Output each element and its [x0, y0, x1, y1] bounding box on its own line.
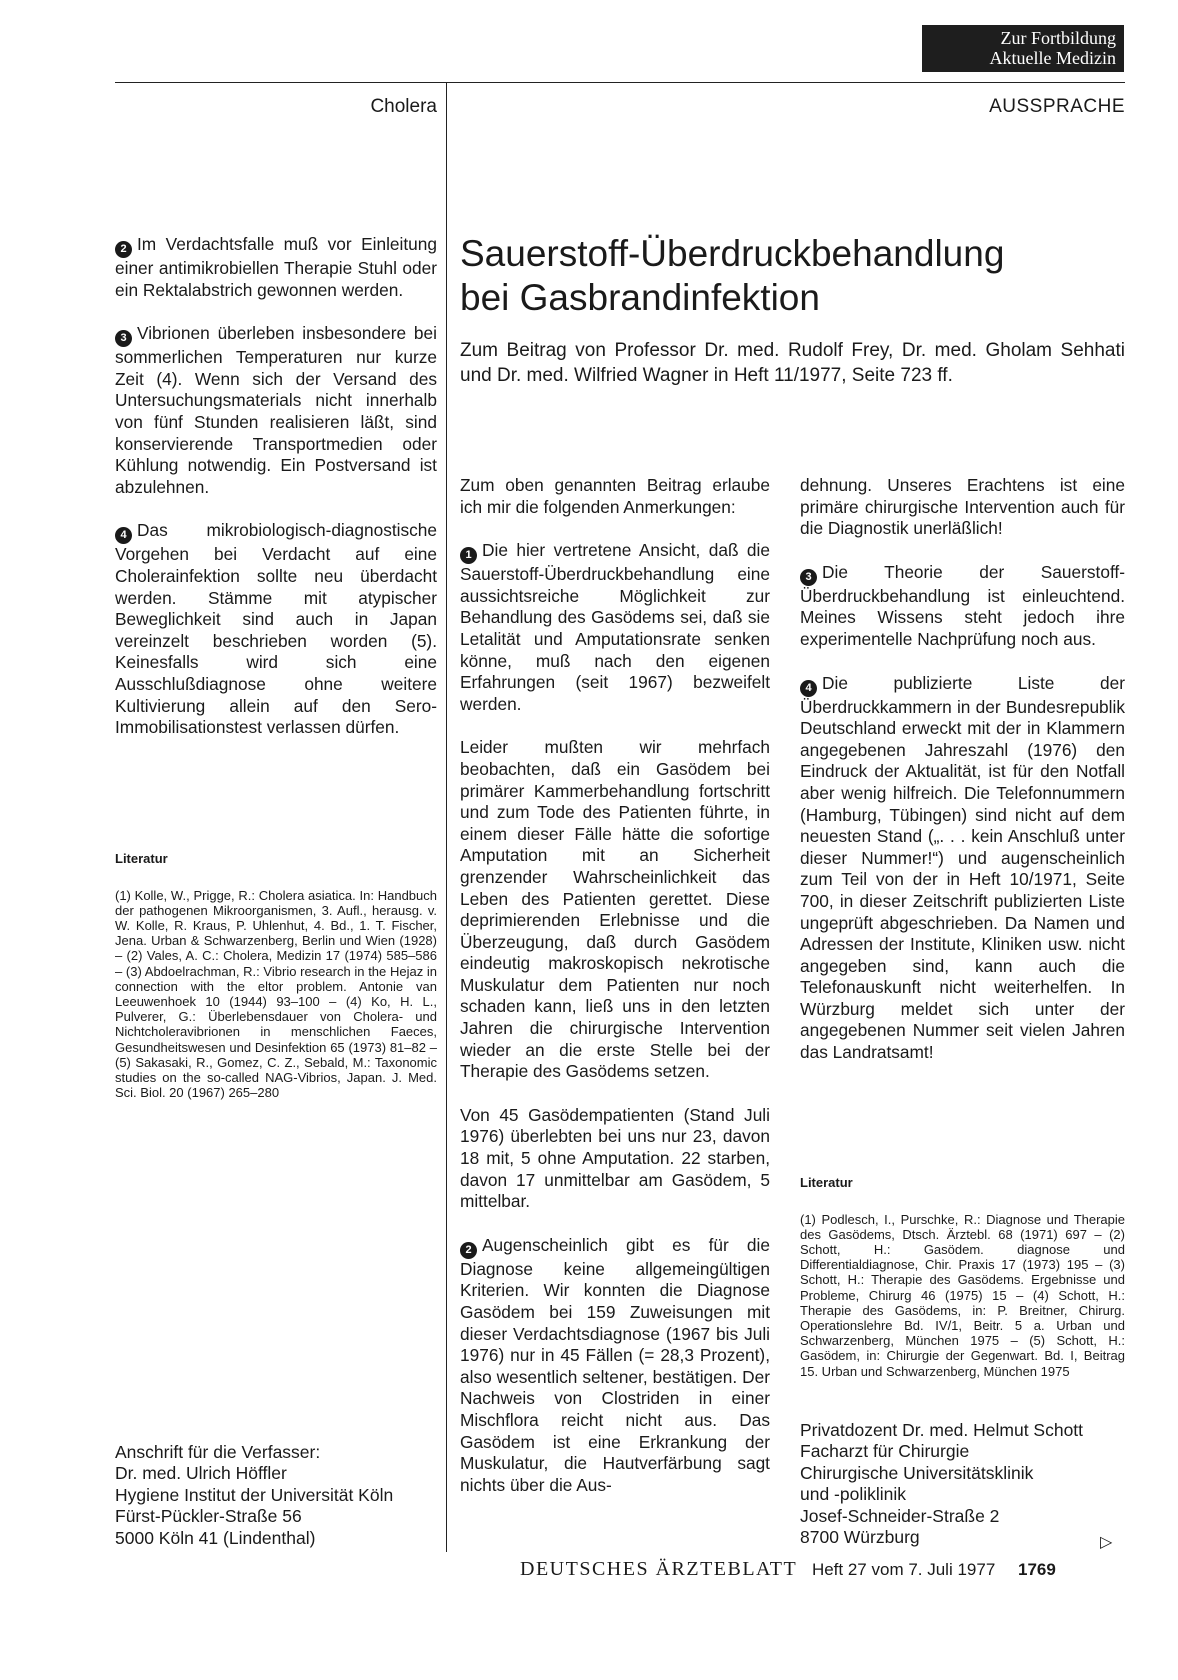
literature-text: (1) Kolle, W., Prigge, R.: Cholera asiatica. In: Handbuch der pathogenen Mikroorganismen, 3. Aufl., herausg. v. W. Kolle, R. Kraus, P. Uhlenhut, 4. Bd., 1. T. Fischer, Jena. Urban & Schwarzenberg, Berlin und Wien (1928) – (2) Vales, A. C.: Cholera, Medizin 17 (1974) 585–586 – (3) Abdoelrachman, R.: Vibrio research in the Hejaz in connection with the eltor problem. Antonie van Leeuwenhoek 10 (1944) 93–100 – (4) Ko, H. L., Pulverer, G.: Überlebensdauer von Cholera- und Nichtcholeravibrionen in menschlichen Faeces, Gesundheitswesen und Desinfektion 65 (1973) 81–82 – (5) Sakasaki, R., Gomez, C. Z., Sebald, M.: Taxonomic studies on the so-called NAG-Vibrios, Japan. J. Med. Sci. Biol. 20 (1967) 265–280 — [115, 887, 437, 1101]
continuation-paragraph: dehnung. Unseres Erachtens ist eine primäre chirurgische Intervention auch für die Diagnostik unerläßlich! — [800, 475, 1125, 539]
badge-line-2: Aktuelle Medizin — [989, 48, 1116, 68]
section-label-right: AUSSPRACHE — [989, 96, 1125, 117]
section-badge — [922, 25, 1124, 72]
author-address-left: Anschrift für die Verfasser: Dr. med. Ulrich Höffler Hygiene Institut der Universität Köln Fürst-Pückler-Straße 56 5000 Köln 41 (Lindenthal) — [115, 1442, 394, 1548]
paragraph: Leider mußten wir mehrfach beobachten, daß ein Gasödem bei primärer Kammerbehandlung fortschritt und zum Tode des Patienten führte, in einem dieser Fälle hätte die sofortige Amputation mit an Sicherheit grenzender Wahrscheinlichkeit das Leben des Patienten gerettet. Diese deprimierenden Erlebnisse und die Überzeugung, daß durch Gasödem eindeutig makroskopisch nekrotische Muskulatur dem Patienten nur noch schaden kann, ließ uns in den letzten Jahren die chirurgische Intervention wieder an die erste Stelle bei der Therapie des Gasödems setzen. — [460, 737, 770, 1082]
continue-arrow-icon: ▷ — [1100, 1534, 1113, 1551]
paragraph-3: 3 Vibrionen überleben insbesondere bei sommerlichen Temperaturen nur kurze Zeit (4). Wenn sich der Versand des Untersuchungsmaterials nicht innerhalb von fünf Stunden realisieren läßt, sind konservierende Transportmedien oder Kühlung notwendig. Ein Postversand ist abzulehnen. — [115, 323, 437, 497]
number-marker: 2 — [115, 241, 132, 258]
header-rule — [115, 82, 1125, 83]
page-footer — [520, 1558, 1125, 1581]
section-label-left: Cholera — [370, 96, 437, 117]
point-4: 4 Die publizierte Liste der Überdruckkammern in der Bundesrepublik Deutschland erweckt mit der in Klammern angegebenen Jahreszahl (1976) den Eindruck der Aktualität, ist für den Notfall aber wenig hilfreich. Die Telefonnummern (Hamburg, Tübingen) sind nicht auf dem neuesten Stand („. . . kein Anschluß unter dieser Nummer!“) und augenscheinlich zum Teil von der in Heft 10/1971, Seite 700, in dieser Zeitschrift publizierten Liste ungeprüft abgeschrieben. Da Namen und Adressen der Institute, Kliniken usw. nicht angegeben sind, kann auch die Telefonauskunft nicht weiterhelfen. In Würzburg meldet sich unter der angegebenen Nummer seit vielen Jahren das Landratsamt! — [800, 672, 1125, 1063]
page-number: 1769 — [1018, 1560, 1056, 1579]
paragraph-2: 2 Im Verdachtsfalle muß vor Einleitung einer antimikrobiellen Therapie Stuhl oder ein Rektalabstrich gewonnen werden. — [115, 234, 437, 300]
paragraph: Von 45 Gasödempatienten (Stand Juli 1976) überlebten bei uns nur 23, davon 18 mit, 5 ohne Amputation. 22 starben, davon 17 unmittelbar am Gasödem, 5 mittelbar. — [460, 1104, 770, 1212]
middle-column — [460, 475, 770, 1518]
point-3: 3 Die Theorie der Sauerstoff-Überdruckbehandlung ist einleuchtend. Meines Wissens steht jedoch ihre experimentelle Nachprüfung noch aus. — [800, 561, 1125, 649]
paragraph-4: 4 Das mikrobiologisch-diagnostische Vorgehen bei Verdacht auf eine Cholerainfektion sollte neu überdacht werden. Stämme mit atypischer Beweglichkeit sind auch in Japan vereinzelt beschrieben worden (5). Keinesfalls wird sich eine Ausschlußdiagnose ohne weitere Kultivierung allein auf den Sero-Immobilisationstest verlassen dürfen. — [115, 520, 437, 738]
literature-text: (1) Podlesch, I., Purschke, R.: Diagnose und Therapie des Gasödems, Dtsch. Ärztebl. 68 (1971) 697 – (2) Schott, H.: Gasödem. diagnose und Differentialdiagnose, Chir. Praxis 17 (1973) 195 – (3) Schott, H.: Therapie des Gasödems. Ergebnisse und Probleme, Chirurg 46 (1975) 15 – (4) Schott, H.: Therapie des Gasödems, in: P. Breitner, Chirurg. Operationslehre Bd. IV/1, Beitr. 5 a. Urban und Schwarzenberg, München 1975 – (5) Schott, H.: Gasödem, in: Chirurgie der Gegenwart. Bd. I, Beitrag 15. Urban und Schwarzenberg, München 1975 — [800, 1211, 1125, 1379]
journal-name: DEUTSCHES ÄRZTEBLATT — [520, 1558, 798, 1580]
point-2: 2 Augenscheinlich gibt es für die Diagnose keine allgemeingültigen Kriterien. Wir konnten die Diagnose Gasödem bei 159 Zuweisungen mit dieser Verdachtsdiagnose (1967 bis Juli 1976) nur in 45 Fällen (= 28,3 Prozent), also wesentlich seltener, bestätigen. Der Nachweis von Clostriden in einer Mischflora reicht nicht aus. Das Gasödem ist eine Erkrankung der Muskulatur, die Hautverfärbung sagt nichts über die Aus- — [460, 1234, 770, 1495]
number-marker: 4 — [800, 680, 817, 697]
number-marker: 3 — [800, 569, 817, 586]
issue-info: Heft 27 vom 7. Juli 1977 — [811, 1560, 996, 1579]
right-literature — [800, 1172, 1125, 1401]
article-title: Sauerstoff-Überdruckbehandlung bei Gasbrandinfektion — [460, 233, 1005, 318]
number-marker: 2 — [460, 1242, 477, 1259]
number-marker: 3 — [115, 330, 132, 347]
literature-heading: Literatur — [115, 851, 168, 866]
point-1: 1 Die hier vertretene Ansicht, daß die Sauerstoff-Überdruckbehandlung eine aussichtsreiche Möglichkeit zur Behandlung des Gasödems sei, daß sie Letalität und Amputationsrate senken könne, muß nach den eigenen Erfahrungen (seit 1967) bezweifelt werden. — [460, 540, 770, 714]
literature-heading: Literatur — [800, 1175, 853, 1190]
right-column — [800, 475, 1125, 1086]
number-marker: 1 — [460, 547, 477, 564]
badge-line-1: Zur Fortbildung — [1000, 28, 1116, 48]
author-address-right: Privatdozent Dr. med. Helmut Schott Facharzt für Chirurgie Chirurgische Universitätsklinik und -poliklinik Josef-Schneider-Straße 2 8700 Würzburg — [800, 1420, 1084, 1548]
article-subtitle: Zum Beitrag von Professor Dr. med. Rudolf Frey, Dr. med. Gholam Sehhati und Dr. med. Wilfried Wagner in Heft 11/1977, Seite 723 ff. — [460, 340, 1125, 386]
number-marker: 4 — [115, 527, 132, 544]
left-literature — [115, 848, 437, 1122]
column-divider — [446, 82, 447, 1552]
intro-paragraph: Zum oben genannten Beitrag erlaube ich mir die folgenden Anmerkungen: — [460, 475, 770, 517]
left-column — [115, 234, 437, 761]
